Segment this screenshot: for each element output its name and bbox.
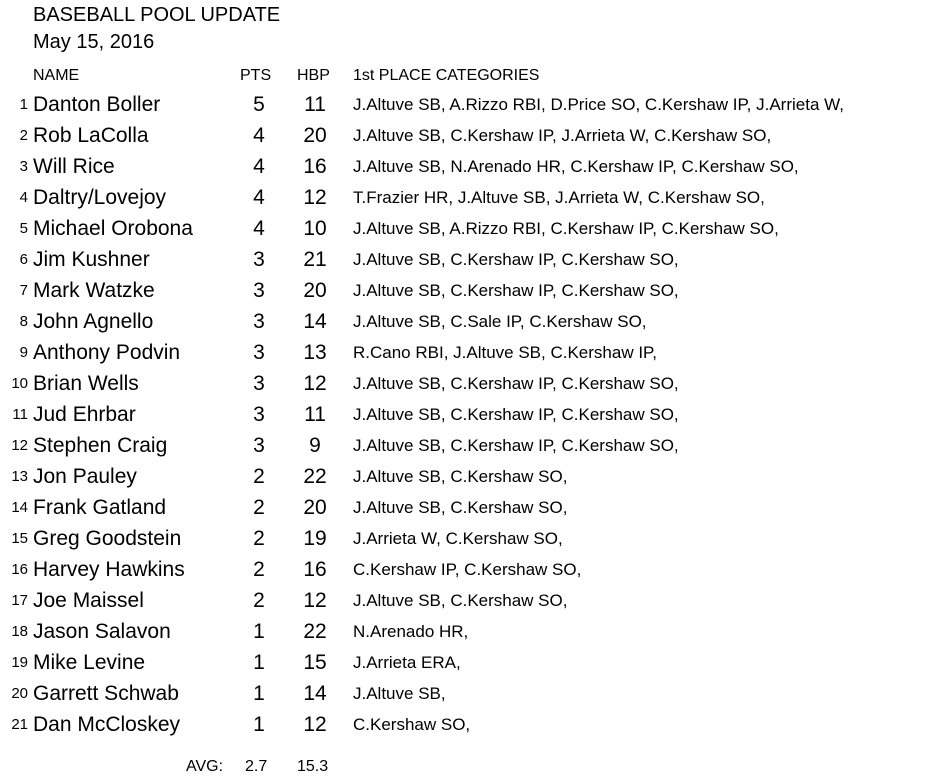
first-place-categories: J.Altuve SB, C.Kershaw IP, C.Kershaw SO,	[353, 281, 679, 300]
hbp-value: 16	[303, 155, 327, 178]
player-name: Greg Goodstein	[33, 527, 182, 550]
rank-number: 8	[19, 313, 28, 330]
hbp-value: 20	[303, 124, 327, 147]
hbp-value: 11	[304, 93, 326, 116]
first-place-categories: J.Altuve SB, C.Kershaw SO,	[353, 498, 568, 517]
table-row	[0, 461, 936, 492]
rank-number: 9	[19, 344, 28, 361]
points-value: 1	[253, 620, 265, 643]
table-row	[0, 182, 936, 213]
hbp-value: 10	[303, 217, 327, 240]
points-value: 3	[253, 310, 265, 333]
player-name: Jim Kushner	[33, 248, 150, 271]
rank-number: 16	[11, 561, 28, 578]
column-header-hbp: HBP	[297, 67, 330, 84]
standings-table	[0, 89, 936, 740]
points-value: 4	[253, 124, 265, 147]
table-row	[0, 120, 936, 151]
points-value: 2	[253, 465, 265, 488]
points-value: 4	[253, 155, 265, 178]
rank-number: 3	[19, 158, 28, 175]
hbp-value: 12	[303, 372, 327, 395]
hbp-value: 13	[303, 341, 327, 364]
table-row	[0, 430, 936, 461]
rank-number: 20	[11, 685, 28, 702]
rank-number: 17	[11, 592, 28, 609]
hbp-value: 21	[303, 248, 327, 271]
first-place-categories: C.Kershaw IP, C.Kershaw SO,	[353, 560, 582, 579]
hbp-value: 15	[303, 651, 327, 674]
points-value: 1	[253, 713, 265, 736]
points-value: 3	[253, 248, 265, 271]
first-place-categories: J.Altuve SB, C.Kershaw IP, C.Kershaw SO,	[353, 405, 679, 424]
player-name: Garrett Schwab	[33, 682, 179, 705]
hbp-value: 22	[303, 465, 327, 488]
first-place-categories: J.Altuve SB, C.Kershaw IP, C.Kershaw SO,	[353, 436, 679, 455]
average-hbp: 15.3	[297, 758, 329, 775]
points-value: 1	[253, 651, 265, 674]
hbp-value: 11	[304, 403, 326, 426]
table-row	[0, 399, 936, 430]
first-place-categories: J.Arrieta W, C.Kershaw SO,	[353, 529, 563, 548]
first-place-categories: J.Altuve SB, C.Kershaw IP, C.Kershaw SO,	[353, 374, 679, 393]
table-row	[0, 244, 936, 275]
first-place-categories: J.Altuve SB, A.Rizzo RBI, D.Price SO, C.Kershaw IP, J.Arrieta W,	[353, 95, 844, 114]
average-pts: 2.7	[245, 758, 268, 775]
table-row	[0, 616, 936, 647]
points-value: 4	[253, 217, 265, 240]
player-name: Frank Gatland	[33, 496, 167, 519]
average-label: AVG:	[186, 758, 224, 775]
table-row	[0, 554, 936, 585]
rank-number: 10	[11, 375, 28, 392]
points-value: 3	[253, 279, 265, 302]
rank-number: 21	[11, 716, 28, 733]
first-place-categories: T.Frazier HR, J.Altuve SB, J.Arrieta W, C.Kershaw SO,	[353, 188, 765, 207]
rank-number: 5	[19, 220, 28, 237]
hbp-value: 19	[303, 527, 327, 550]
player-name: Dan McCloskey	[33, 713, 181, 736]
points-value: 2	[253, 527, 265, 550]
points-value: 4	[253, 186, 265, 209]
hbp-value: 14	[303, 682, 327, 705]
column-header-pts: PTS	[240, 67, 272, 84]
hbp-value: 20	[303, 279, 327, 302]
table-row	[0, 492, 936, 523]
table-row	[0, 678, 936, 709]
first-place-categories: J.Arrieta ERA,	[353, 653, 461, 672]
points-value: 1	[253, 682, 265, 705]
rank-number: 4	[19, 189, 28, 206]
points-value: 3	[253, 434, 265, 457]
player-name: John Agnello	[33, 310, 154, 333]
player-name: Rob LaColla	[33, 124, 149, 147]
first-place-categories: J.Altuve SB, A.Rizzo RBI, C.Kershaw IP, C.Kershaw SO,	[353, 219, 779, 238]
first-place-categories: R.Cano RBI, J.Altuve SB, C.Kershaw IP,	[353, 343, 657, 362]
table-row	[0, 337, 936, 368]
update-date: May 15, 2016	[33, 31, 155, 53]
first-place-categories: J.Altuve SB, N.Arenado HR, C.Kershaw IP, C.Kershaw SO,	[353, 157, 799, 176]
rank-number: 12	[11, 437, 28, 454]
player-name: Anthony Podvin	[33, 341, 181, 364]
player-name: Harvey Hawkins	[33, 558, 185, 581]
first-place-categories: N.Arenado HR,	[353, 622, 469, 641]
table-row	[0, 368, 936, 399]
rank-number: 13	[11, 468, 28, 485]
first-place-categories: J.Altuve SB, C.Kershaw SO,	[353, 591, 568, 610]
rank-number: 11	[12, 406, 28, 423]
hbp-value: 12	[303, 589, 327, 612]
points-value: 3	[253, 372, 265, 395]
table-row	[0, 647, 936, 678]
player-name: Jud Ehrbar	[33, 403, 136, 426]
table-row	[0, 213, 936, 244]
rank-number: 14	[11, 499, 28, 516]
hbp-value: 22	[303, 620, 327, 643]
player-name: Will Rice	[33, 155, 115, 178]
player-name: Daltry/Lovejoy	[33, 186, 167, 209]
table-row	[0, 585, 936, 616]
first-place-categories: J.Altuve SB, C.Kershaw IP, J.Arrieta W, C.Kershaw SO,	[353, 126, 772, 145]
hbp-value: 16	[303, 558, 327, 581]
player-name: Danton Boller	[33, 93, 161, 116]
player-name: Mike Levine	[33, 651, 146, 674]
rank-number: 6	[19, 251, 28, 268]
points-value: 5	[253, 93, 265, 116]
table-row	[0, 523, 936, 554]
table-row	[0, 151, 936, 182]
rank-number: 1	[19, 96, 28, 113]
table-row	[0, 709, 936, 740]
first-place-categories: J.Altuve SB, C.Kershaw IP, C.Kershaw SO,	[353, 250, 679, 269]
hbp-value: 12	[303, 186, 327, 209]
column-header-name: NAME	[33, 67, 80, 84]
first-place-categories: J.Altuve SB, C.Kershaw SO,	[353, 467, 568, 486]
points-value: 2	[253, 496, 265, 519]
player-name: Mark Watzke	[33, 279, 155, 302]
points-value: 3	[253, 403, 265, 426]
rank-number: 2	[19, 127, 28, 144]
first-place-categories: J.Altuve SB, C.Sale IP, C.Kershaw SO,	[353, 312, 647, 331]
column-header-categories: 1st PLACE CATEGORIES	[353, 67, 540, 84]
points-value: 2	[253, 558, 265, 581]
rank-number: 7	[19, 282, 28, 299]
points-value: 2	[253, 589, 265, 612]
hbp-value: 9	[309, 434, 321, 457]
rank-number: 19	[11, 654, 28, 671]
player-name: Brian Wells	[33, 372, 139, 395]
player-name: Jon Pauley	[33, 465, 137, 488]
page-title: BASEBALL POOL UPDATE	[33, 4, 281, 26]
table-row	[0, 275, 936, 306]
rank-number: 18	[11, 623, 28, 640]
hbp-value: 14	[303, 310, 327, 333]
first-place-categories: C.Kershaw SO,	[353, 715, 471, 734]
player-name: Joe Maissel	[33, 589, 144, 612]
points-value: 3	[253, 341, 265, 364]
player-name: Jason Salavon	[33, 620, 171, 643]
table-row	[0, 306, 936, 337]
player-name: Michael Orobona	[33, 217, 193, 240]
hbp-value: 20	[303, 496, 327, 519]
player-name: Stephen Craig	[33, 434, 168, 457]
hbp-value: 12	[303, 713, 327, 736]
rank-number: 15	[11, 530, 28, 547]
table-row	[0, 89, 936, 120]
first-place-categories: J.Altuve SB,	[353, 684, 446, 703]
